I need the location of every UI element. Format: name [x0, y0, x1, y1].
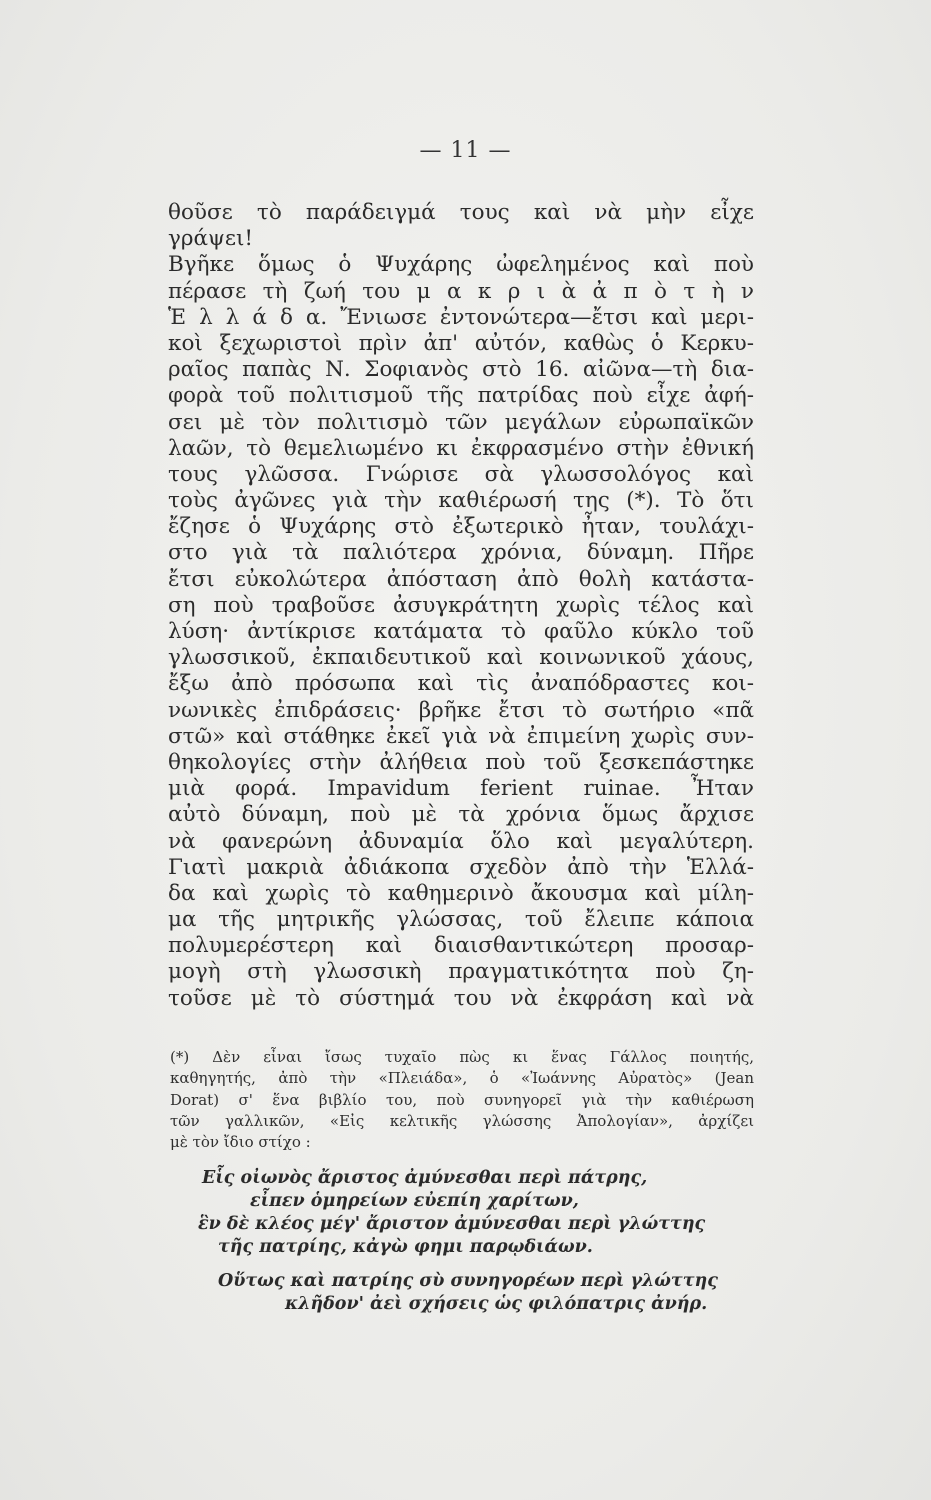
body-line: φορὰ τοῦ πολιτισμοῦ τῆς πατρίδας ποὺ εἶχε ἀφή-	[168, 383, 754, 409]
footnote-line: μὲ τὸν ἴδιο στίχο :	[170, 1133, 311, 1152]
body-line: μα τῆς μητρικῆς γλώσσας, τοῦ ἔλειπε κάποια	[168, 907, 754, 933]
body-line: νὰ φανερώνη ἀδυναμία ὅλο καὶ μεγαλύτερη.	[168, 828, 754, 854]
verse-line: κλῆδον' ἀεὶ σχήσεις ὡς φιλόπατρις ἀνήρ.	[285, 1294, 708, 1314]
body-line: Βγῆκε ὅμως ὁ Ψυχάρης ὠφελημένος καὶ ποὺ	[168, 252, 754, 278]
body-line: ση ποὺ τραβοῦσε ἀσυγκράτητη χωρὶς τέλος καὶ	[168, 592, 754, 618]
quoted-verse-stanza-2	[190, 1270, 750, 1316]
body-line: μογὴ στὴ γλωσσικὴ πραγματικότητα ποὺ ζη-	[168, 959, 754, 985]
verse-line: τῆς πατρίης, κἀγὼ φημι παρῳδιάων.	[218, 1237, 593, 1257]
body-line: αὐτὸ δύναμη, ποὺ μὲ τὰ χρόνια ὅμως ἄρχισε	[168, 802, 754, 828]
quoted-verse-stanza-1	[190, 1167, 750, 1259]
footnote-line: Dorat) σ' ἕνα βιβλίο του, ποὺ συνηγορεῖ γιὰ τὴν καθιέρωση	[170, 1090, 754, 1109]
page-number: — 11 —	[419, 138, 512, 163]
body-line: νωνικὲς ἐπιδράσεις· βρῆκε ἔτσι τὸ σωτήριο «πᾶ	[168, 697, 754, 723]
body-line: Ἑ λ λ ά δ α. Ἔνιωσε ἐντονώτερα—ἔτσι καὶ μερι-	[168, 304, 754, 330]
verse-line: ἓν δὲ κλέος μέγ' ἄριστον ἀμύνεσθαι περὶ γλώττης	[198, 1214, 706, 1234]
footnote-line: τῶν γαλλικῶν, «Εἰς κελτικῆς γλώσσης Ἀπολογίαν», ἀρχίζει	[170, 1111, 754, 1130]
body-line: πέρασε τὴ ζωή του μ α κ ρ ι ὰ ἀ π ὸ τ ὴ ν	[168, 278, 754, 304]
body-line: σει μὲ τὸν πολιτισμὸ τῶν μεγάλων εὐρωπαϊκῶν	[168, 409, 754, 435]
body-line: γλωσσικοῦ, ἐκπαιδευτικοῦ καὶ κοινωνικοῦ χάους,	[168, 645, 754, 671]
body-line: λύση· ἀντίκρισε κατάματα τὸ φαῦλο κύκλο τοῦ	[168, 619, 754, 644]
verse-line: Εἷς οἰωνὸς ἄριστος ἀμύνεσθαι περὶ πάτρης,	[202, 1168, 648, 1188]
body-line: τους γλῶσσα. Γνώρισε σὰ γλωσσολόγος καὶ	[168, 461, 754, 487]
body-line: ραῖος παπὰς Ν. Σοφιανὸς στὸ 16. αἰῶνα—τὴ δια-	[168, 357, 754, 383]
body-line: λαῶν, τὸ θεμελιωμένο κι ἐκφρασμένο στὴν ἐθνική	[168, 435, 754, 461]
verse-line: Οὕτως καὶ πατρίης σὺ συνηγορέων περὶ γλώττης	[218, 1271, 718, 1291]
footnote-line: καθηγητής, ἀπὸ τὴν «Πλειάδα», ὁ «Ἰωάννης Αὐρατὸς» (Jean	[170, 1069, 754, 1088]
verse-line: εἶπεν ὁμηρείων εὐεπίη χαρίτων,	[250, 1191, 579, 1211]
body-line: δα καὶ χωρὶς τὸ καθημερινὸ ἄκουσμα καὶ μίλη-	[168, 880, 754, 906]
body-line: θηκολογίες στὴν ἀλήθεια ποὺ τοῦ ξεσκεπάστηκε	[168, 749, 754, 775]
body-line: κοὶ ξεχωριστοὶ πρὶν ἀπ' αὐτόν, καθὼς ὁ Κερκυ-	[168, 330, 754, 356]
body-line: ἔξω ἀπὸ πρόσωπα καὶ τὶς ἀναπόδραστες κοι-	[168, 671, 754, 697]
body-line: μιὰ φορά. Impavidum ferient ruinae. Ἦταν	[168, 776, 754, 802]
body-line: τοὺς ἀγῶνες γιὰ τὴν καθιέρωσή της (*). Τὸ ὅτι	[168, 488, 754, 514]
body-line: στο γιὰ τὰ παλιότερα χρόνια, δύναμη. Πῆρε	[168, 540, 754, 566]
body-line: στῶ» καὶ στάθηκε ἐκεῖ γιὰ νὰ ἐπιμείνη χωρὶς συν-	[168, 723, 754, 749]
body-line: γράψει!	[168, 226, 254, 252]
body-line: θοῦσε τὸ παράδειγμά τους καὶ νὰ μὴν εἶχε	[168, 200, 754, 225]
footnote	[170, 1047, 754, 1153]
body-text	[168, 200, 754, 1012]
body-line: πολυμερέστερη καὶ διαισθαντικώτερη προσαρ-	[168, 933, 754, 959]
body-line: Γιατὶ μακριὰ ἀδιάκοπα σχεδὸν ἀπὸ τὴν Ἑλλά-	[168, 854, 754, 880]
body-line: τοῦσε μὲ τὸ σύστημά του νὰ ἐκφράση καὶ νὰ	[168, 985, 754, 1011]
footnote-line: (*) Δὲν εἶναι ἴσως τυχαῖο πὼς κι ἕνας Γάλλος ποιητής,	[170, 1048, 754, 1066]
body-line: ἔζησε ὁ Ψυχάρης στὸ ἐξωτερικὸ ἦταν, τουλάχι-	[168, 514, 754, 540]
body-line: ἔτσι εὐκολώτερα ἀπόσταση ἀπὸ θολὴ κατάστα-	[168, 566, 754, 592]
